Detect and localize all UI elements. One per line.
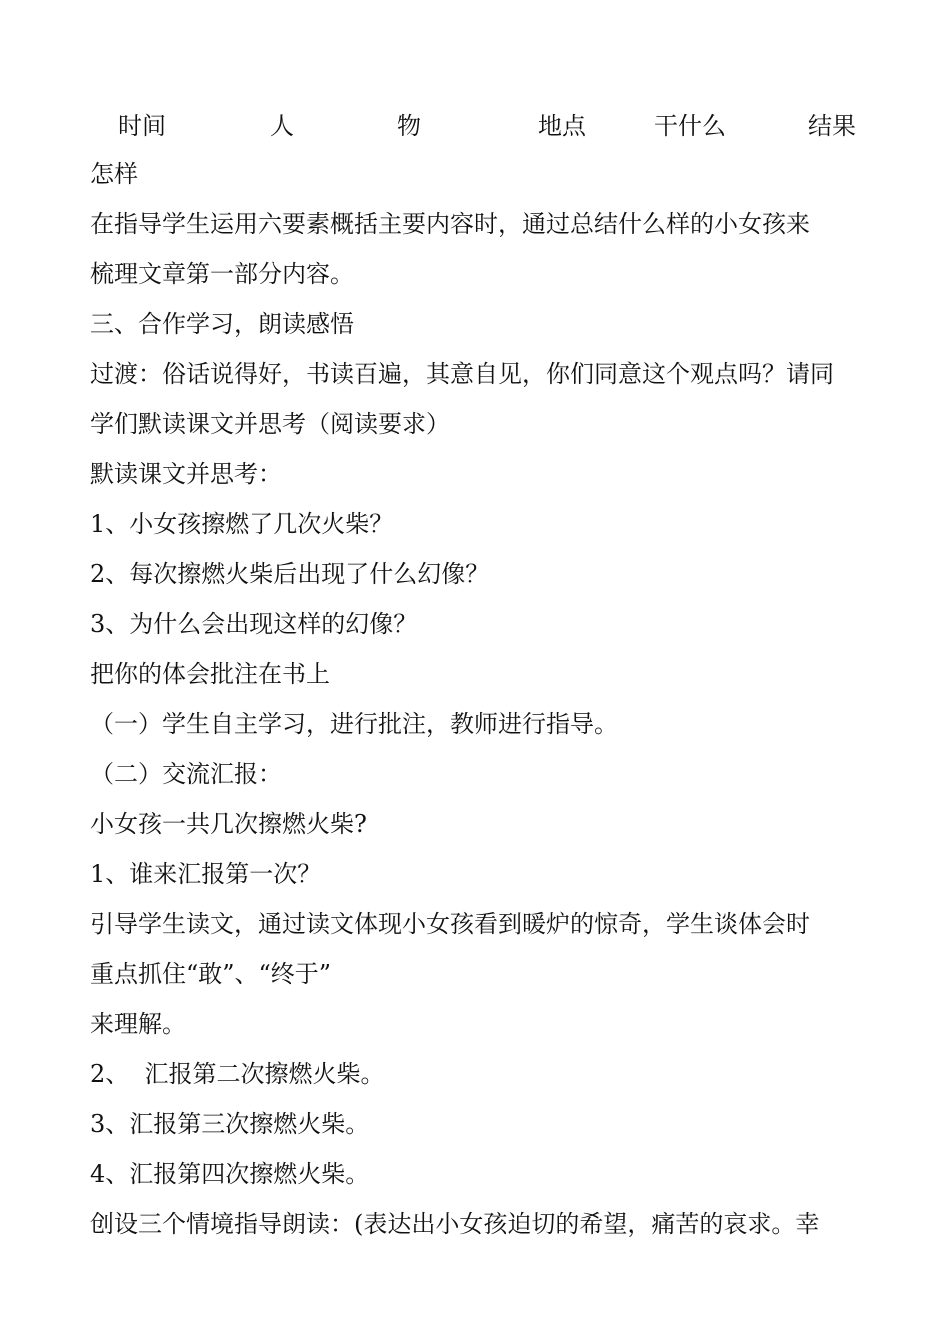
header-person: 人 <box>270 112 294 140</box>
text-line: 梳理文章第一部分内容。 <box>90 260 354 288</box>
header-time: 时间 <box>118 112 166 140</box>
header-doing-what: 干什么 <box>654 112 726 140</box>
text-line: 重点抓住“敢”、“终于” <box>90 960 332 988</box>
text-line: 怎样 <box>90 160 138 188</box>
report-item: 2、 汇报第二次擦燃火柴。 <box>90 1060 385 1088</box>
six-elements-header-row <box>0 108 950 144</box>
text-line: 过渡：俗话说得好，书读百遍，其意自见，你们同意这个观点吗？请同 <box>90 360 834 388</box>
text-line: 学们默读课文并思考（阅读要求） <box>90 410 450 438</box>
question-item: 1、小女孩擦燃了几次火柴？ <box>90 510 394 538</box>
text-line: 小女孩一共几次擦燃火柴? <box>90 810 367 838</box>
text-line: 创设三个情境指导朗读：(表达出小女孩迫切的希望，痛苦的哀求。幸 <box>90 1210 820 1238</box>
text-line: 默读课文并思考： <box>90 460 282 488</box>
subsection-item: （二）交流汇报： <box>90 760 282 788</box>
report-item: 1、谁来汇报第一次？ <box>90 860 322 888</box>
subsection-item: （一）学生自主学习，进行批注，教师进行指导。 <box>90 710 618 738</box>
text-line: 把你的体会批注在书上 <box>90 660 330 688</box>
header-place: 地点 <box>538 112 586 140</box>
report-item: 4、汇报第四次擦燃火柴。 <box>90 1160 370 1188</box>
text-line: 引导学生读文，通过读文体现小女孩看到暖炉的惊奇，学生谈体会时 <box>90 910 810 938</box>
report-item: 3、汇报第三次擦燃火柴。 <box>90 1110 370 1138</box>
question-item: 2、每次擦燃火柴后出现了什么幻像？ <box>90 560 490 588</box>
text-line: 在指导学生运用六要素概括主要内容时，通过总结什么样的小女孩来 <box>90 210 810 238</box>
text-line: 来理解。 <box>90 1010 186 1038</box>
header-thing: 物 <box>397 112 421 140</box>
header-result: 结果 <box>808 112 856 140</box>
section-heading: 三、合作学习，朗读感悟 <box>90 310 354 338</box>
question-item: 3、为什么会出现这样的幻像？ <box>90 610 418 638</box>
